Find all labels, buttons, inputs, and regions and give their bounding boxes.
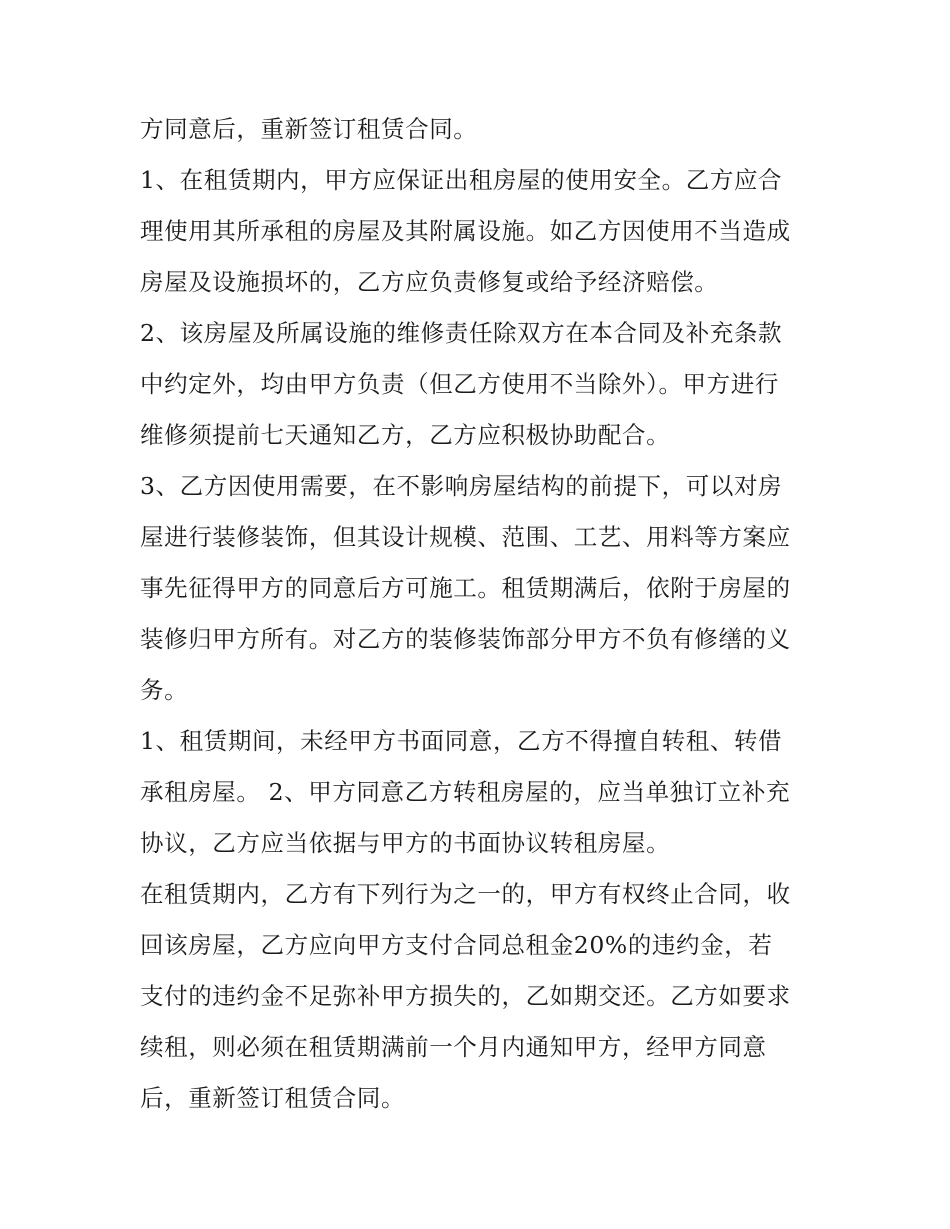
text-line: 承租房屋。 2、甲方同意乙方转租房屋的，应当单独订立补充 [140,778,791,806]
text-line: 理使用其所承租的房屋及其附属设施。如乙方因使用不当造成 [140,217,791,245]
text-line: 事先征得甲方的同意后方可施工。租赁期满后，依附于房屋的 [140,574,791,602]
text-line: 续租，则必须在租赁期满前一个月内通知甲方，经甲方同意 [140,1033,767,1061]
text-line: 回该房屋，乙方应向甲方支付合同总租金20%的违约金，若 [140,931,773,959]
text-line: 1、租赁期间，未经甲方书面同意，乙方不得擅自转租、转借 [140,727,783,755]
text-line: 协议，乙方应当依据与甲方的书面协议转租房屋。 [140,829,671,857]
text-line: 在租赁期内，乙方有下列行为之一的，甲方有权终止合同，收 [140,880,791,908]
text-line: 中约定外，均由甲方负责（但乙方使用不当除外）。甲方进行 [140,370,779,398]
text-line: 务。 [140,676,189,704]
text-line: 方同意后，重新签订租赁合同。 [140,115,478,143]
text-line: 1、在租赁期内，甲方应保证出租房屋的使用安全。乙方应合 [140,166,783,194]
text-line: 房屋及设施损坏的，乙方应负责修复或给予经济赔偿。 [140,268,719,296]
text-line: 支付的违约金不足弥补甲方损失的，乙如期交还。乙方如要求 [140,982,791,1010]
text-line: 装修归甲方所有。对乙方的装修装饰部分甲方不负有修缮的义 [140,625,791,653]
text-line: 维修须提前七天通知乙方，乙方应积极协助配合。 [140,421,671,449]
text-line: 屋进行装修装饰，但其设计规模、范围、工艺、用料等方案应 [140,523,791,551]
document-body [140,104,820,1124]
text-line: 3、乙方因使用需要，在不影响房屋结构的前提下，可以对房 [140,472,783,500]
text-line: 后，重新签订租赁合同。 [140,1084,406,1112]
text-line: 2、该房屋及所属设施的维修责任除双方在本合同及补充条款 [140,319,783,347]
